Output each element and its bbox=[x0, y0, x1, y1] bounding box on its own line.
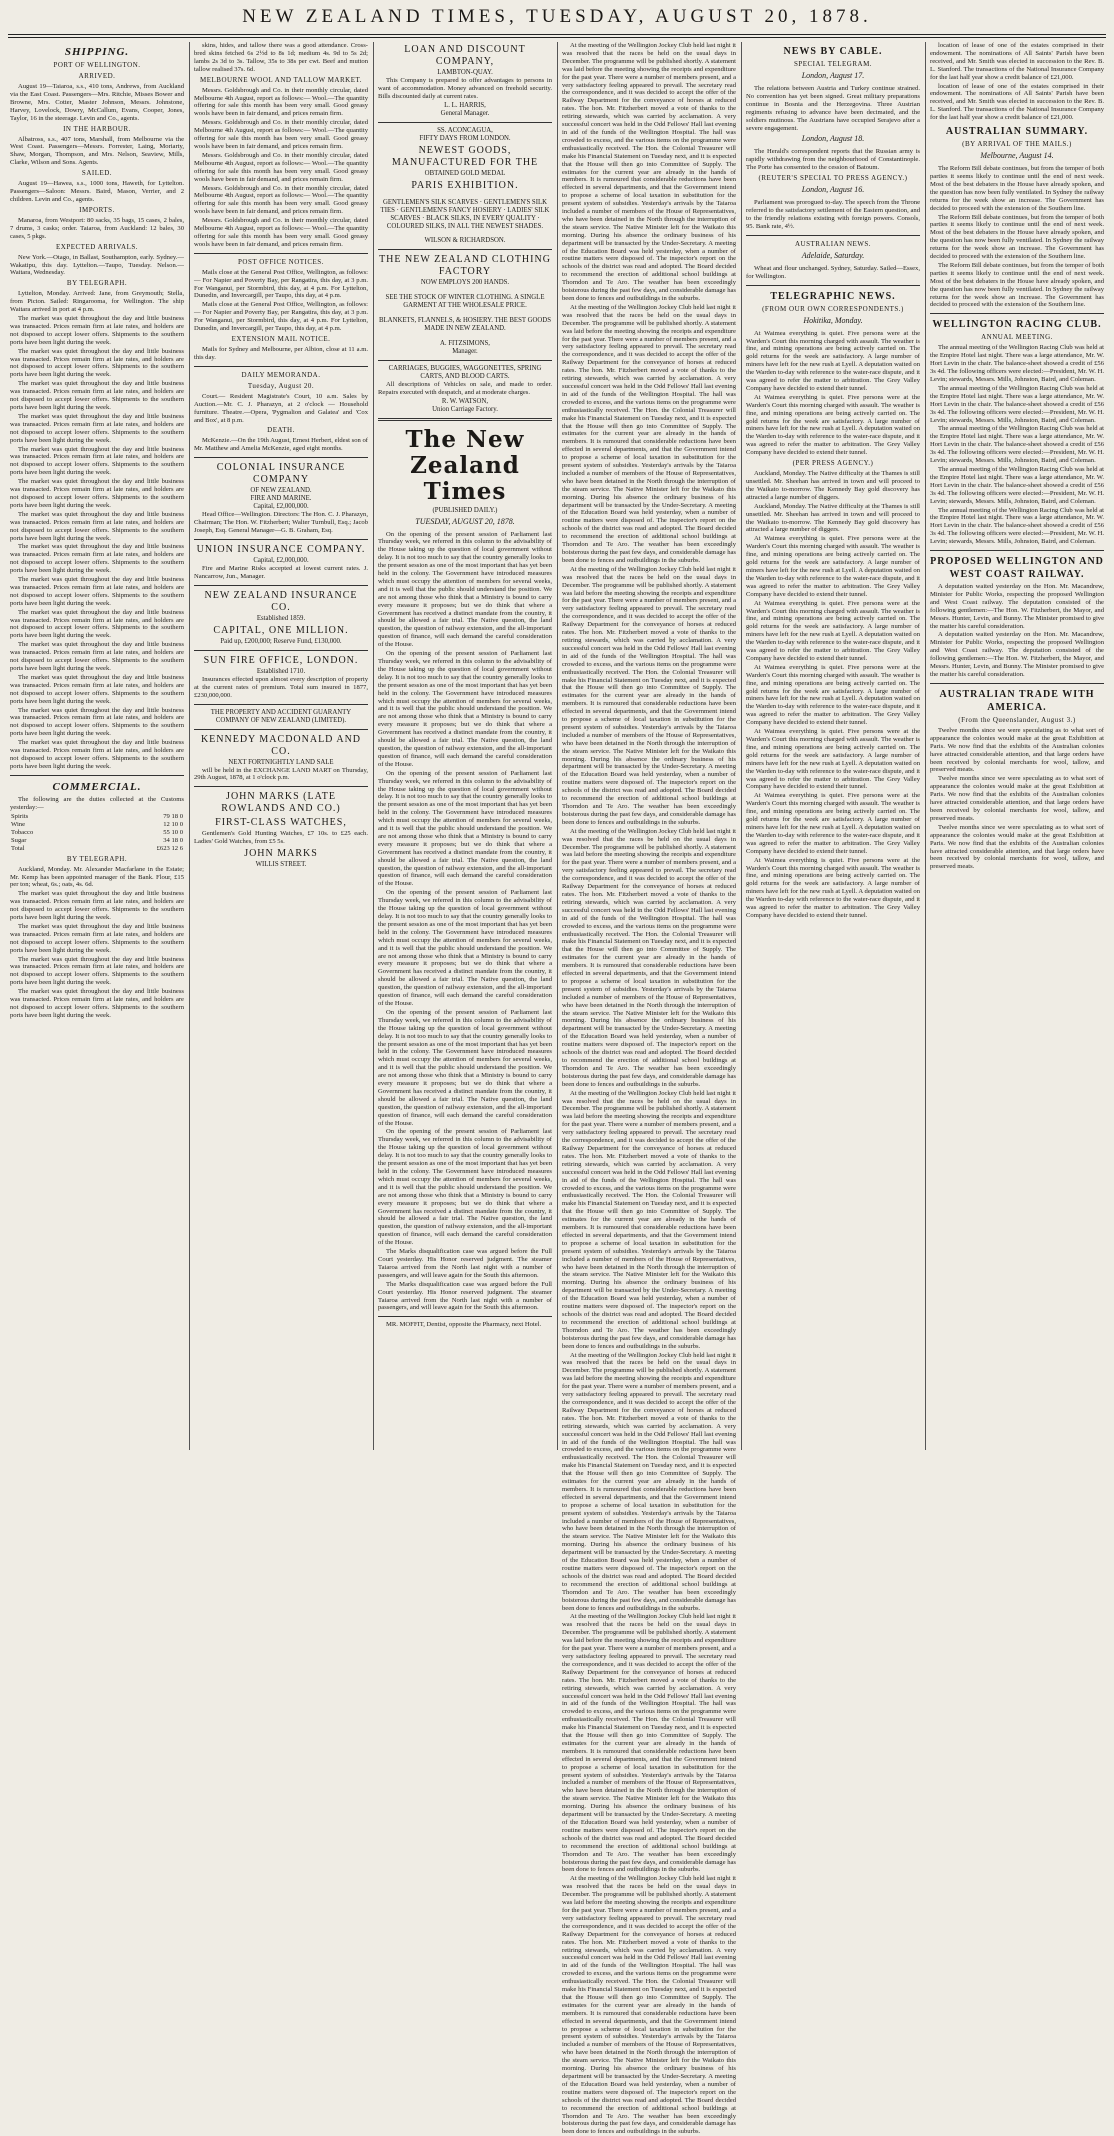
divider bbox=[930, 313, 1104, 314]
in-harbour-heading: IN THE HARBOUR. bbox=[63, 124, 131, 133]
divider bbox=[746, 285, 920, 286]
divider bbox=[194, 704, 368, 705]
local-news-text: At the meeting of the Wellington Jockey Club held last night it was resolved that the races be held on the usual days in December. The programme will be published shortly. A statement was laid before the meeting showing the receipts and expenditure for the past year. There were a number of members present, and a very satisfactory feeling appeared to prevail. The secretary read the correspondence, and it was decided to accept the offer of the Railway Department for the conveyance of horses at reduced rates. The hon. Mr. Fitzherbert moved a vote of thanks to the retiring stewards, which was carried by acclamation. A very successful concert was held in the Odd Fellows' Hall last evening in aid of the funds of the Wellington Hospital. The hall was crowded to excess, and the various items on the programme were enthusiastically received. The Hon. the Colonial Treasurer will make his Financial Statement on Tuesday next, and it is expected that the House will then go into Committee of Supply. The estimates for the current year are already in the hands of members. It is rumoured that considerable reductions have been effected in several departments, and that the Government intend to propose a scheme of local taxation in substitution for the present system of subsidies. Yesterday's arrivals by the Taiaroa included a number of members of the House of Representatives, who have been detained in the North through the interruption of the steam service. The Native Minister left for the Waikato this morning. During his absence the ordinary business of his department will be transacted by the Under-Secretary. A meeting of the Education Board was held yesterday, when a number of routine matters were disposed of. The inspector's report on the schools of the district was read and adopted. The Board decided to recommend the erection of additional school buildings at Thorndon and Te Aro. The weather has been exceedingly boisterous during the past few days, and considerable damage has been done to fences and outbuildings in the suburbs. bbox=[562, 303, 736, 564]
column-divider bbox=[557, 42, 558, 1450]
land-sale-firm: KENNEDY MACDONALD AND CO. bbox=[200, 733, 362, 757]
divider bbox=[746, 235, 920, 236]
union-insurance-text: Fire and Marine Risks accepted at lowest current rates. J. Nancarrow, Jun., Manager. bbox=[194, 564, 368, 580]
cable-dateline: London, August 16. bbox=[801, 185, 865, 195]
clothing-sub: NOW EMPLOYS 200 HANDS. bbox=[420, 279, 510, 287]
column-summary bbox=[930, 42, 1104, 1450]
duty-amount: 55 10 0 bbox=[163, 828, 183, 836]
port-label: PORT OF WELLINGTON. bbox=[53, 61, 141, 69]
racing-club-text: The annual meeting of the Wellington Racing Club was held at the Empire Hotel last night. There was a large attendance, Mr. W. Hort Levin in the chair. The balance-sheet showed a credit of £56 3s 4d. The following officers were elected:—President, Mr. W. H. Levin; stewards, Messrs. Mills, Johnston, Baird, and Coleman. bbox=[930, 506, 1104, 546]
divider bbox=[378, 1316, 552, 1317]
divider bbox=[194, 585, 368, 586]
filler-text: The market was quiet throughout the day and little business was transacted. Prices remain firm at late rates, and holders are not disposed to accept lower offers. Shipments to the southern ports have been light during the week. bbox=[10, 315, 184, 346]
nz-insurance-paid: Paid up, £200,000; Reserve Fund, £130,000. bbox=[220, 637, 342, 645]
marks-title: JOHN MARKS (LATE ROWLANDS AND CO.) bbox=[221, 791, 341, 815]
union-insurance-title: UNION INSURANCE COMPANY. bbox=[196, 543, 366, 555]
loan-company-address: LAMBTON-QUAY. bbox=[437, 69, 493, 76]
loan-company-signatory: L. L. HARRIS, bbox=[444, 101, 486, 109]
trade-source: (From the Queenslander, August 3.) bbox=[958, 715, 1076, 724]
filler-text: The market was quiet throughout the day and little business was transacted. Prices remain firm at late rates, and holders are not disposed to accept lower offers. Shipments to the southern ports have been light during the week. bbox=[10, 608, 184, 640]
australian-news-dateline: Adelaide, Saturday. bbox=[801, 250, 865, 260]
land-sale-text: will be held in the EXCHANGE LAND MART on Thursday, 29th August, 1878, at 1 o'clock p.m. bbox=[194, 766, 368, 782]
filler-text: The market was quiet throughout the day and little business was transacted. Prices remain firm at late rates, and holders are not disposed to accept lower offers. Shipments to the southern ports have been light during the week. bbox=[10, 739, 184, 770]
telegraph-text: Lyttelton, Monday. Arrived: Jane, from Greymouth; Stella, from Picton. Sailed: Ringarooma, for Wellington. The ship Waitara arrived in port at 4 p.m. bbox=[10, 290, 184, 314]
divider bbox=[930, 683, 1104, 684]
market-text: skins, hides, and tallow there was a good attendance. Cross-bred skins fetched 6s 2½d to 8s 1d; medium 4s. 9d to 5s 2d; lambs 2s 3d to 3s. Tallow, 35s to 38s per cwt. Beef and mutton tallow realised 37s. 6d. bbox=[194, 42, 368, 73]
duty-amount: 79 18 0 bbox=[163, 812, 183, 820]
extension-mail-heading: EXTENSION MAIL NOTICE. bbox=[231, 335, 331, 343]
telegraph-commercial-heading: BY TELEGRAPH. bbox=[66, 854, 128, 863]
sailed-text: August 19—Hawea, s.s., 1000 tons, Haweth, for Lyttelton. Passengers—Saloon: Messrs. Baird, Mason, Verrier, and 2 children. Levin and Co., agents. bbox=[10, 180, 184, 203]
divider bbox=[194, 786, 368, 787]
railway-text: A deputation waited yesterday on the Hon. Mr. Macandrew, Minister for Public Works, respecting the proposed Wellington and West Coast railway. The deputation consisted of the following gentlemen:—The Hon. W. Fitzherbert, the Mayor, and Messrs. Hunter, Levin, and Bunny. The Minister promised to give the matter his careful consideration. bbox=[930, 583, 1104, 630]
racing-club-heading: WELLINGTON RACING CLUB. bbox=[932, 319, 1102, 331]
filler-text: The market was quiet throughout the day and little business was transacted. Prices remain firm at late rates, and holders are not disposed to accept lower offers. Shipments to the southern ports have been light during the week. bbox=[10, 576, 184, 607]
editorial-text: On the opening of the present session of Parliament last Thursday week, we referred in this column to the advisability of the House taking up the question of local government without delay. It is not too much to say that the country generally looks to the present session as one of the most important that has yet been held in the colony. The Government have introduced measures which must occupy the attention of members for several weeks, and it is well that the public should understand the position. We are not among those who think that a Ministry is bound to carry every measure it proposes; but we do think that where a Government has received a distinct mandate from the country, it should be allowed a fair trial. The Native question, the land question, the question of railway extension, and the all-important question of finance, will each demand the careful consideration of the House. bbox=[378, 1008, 552, 1127]
column-shipping bbox=[10, 42, 184, 1450]
trade-text: Twelve months since we were speculating as to what sort of appearance the colonies would make at the great Exhibition at Paris. We now find that the exhibits of the Australian colonies have attracted considerable attention, and that large orders have been received by colonial merchants for wool, tallow, and preserved meats. bbox=[930, 726, 1104, 774]
cable-dateline: London, August 17. bbox=[801, 71, 865, 80]
telegraphic-text: At Waimea everything is quiet. Five persons were at the Warden's Court this morning charged with assault. The weather is fine, and mining operations are being actively carried on. The gold returns for the week are satisfactory. A large number of miners have left for the new rush at Lyell. A deputation waited on the Warden to-day with reference to the water-race dispute, and it was agreed to refer the matter to arbitration. The Grey Valley Company have decided to extend their tunnel. bbox=[746, 663, 920, 727]
carriage-role: Union Carriage Factory. bbox=[432, 405, 498, 413]
filler-text: The market was quiet throughout the day and little business was transacted. Prices remain firm at late rates, and holders are not disposed to accept lower offers. Shipments to the southern ports have been light during the week. bbox=[10, 347, 184, 379]
telegraphic-text: At Waimea everything is quiet. Five persons were at the Warden's Court this morning charged with assault. The weather is fine, and mining operations are being actively carried on. The gold returns for the week are satisfactory. A large number of miners have left for the new rush at Lyell. A deputation waited on the Warden to-day with reference to the water-race dispute, and it was agreed to refer the matter to arbitration. The Grey Valley Company have decided to extend their tunnel. bbox=[746, 329, 920, 392]
telegraphic-text: At Waimea everything is quiet. Five persons were at the Warden's Court this morning charged with assault. The weather is fine, and mining operations are being actively carried on. The gold returns for the week are satisfactory. A large number of miners have left for the new rush at Lyell. A deputation waited on the Warden to-day with reference to the water-race dispute, and it was agreed to refer the matter to arbitration. The Grey Valley Company have decided to extend their tunnel. bbox=[746, 393, 920, 457]
goods-firm: WILSON & RICHARDSON. bbox=[424, 237, 506, 245]
local-news-text: At the meeting of the Wellington Jockey Club held last night it was resolved that the races be held on the usual days in December. The programme will be published shortly. A statement was laid before the meeting showing the receipts and expenditure for the past year. There were a number of members present, and a very satisfactory feeling appeared to prevail. The secretary read the correspondence, and it was decided to accept the offer of the Railway Department for the conveyance of horses at reduced rates. The hon. Mr. Fitzherbert moved a vote of thanks to the retiring stewards, which was carried by acclamation. A very successful concert was held in the Odd Fellows' Hall last evening in aid of the funds of the Wellington Hospital. The hall was crowded to excess, and the various items on the programme were enthusiastically received. The Hon. the Colonial Treasurer will make his Financial Statement on Tuesday next, and it is expected that the House will then go into Committee of Supply. The estimates for the current year are already in the hands of members. It is rumoured that considerable reductions have been effected in several departments, and that the Government intend to propose a scheme of local taxation in substitution for the present system of subsidies. Yesterday's arrivals by the Taiaroa included a number of members of the House of Representatives, who have been detained in the North through the interruption of the steam service. The Native Minister left for the Waikato this morning. During his absence the ordinary business of his department will be transacted by the Under-Secretary. A meeting of the Education Board was held yesterday, when a number of routine matters were disposed of. The inspector's report on the schools of the district was read and adopted. The Board decided to recommend the erection of additional school buildings at Thorndon and Te Aro. The weather has been exceedingly boisterous during the past few days, and considerable damage has been done to fences and outbuildings in the suburbs. bbox=[562, 42, 736, 302]
editorial-date: TUESDAY, AUGUST 20, 1878. bbox=[415, 516, 515, 526]
in-harbour-text: Albatross, s.s., 407 tons, Marshall, from Melbourne via the West Coast. Passengers—Messrs. Forrester, Laing, Moriarty, Shaw, Morgan, Thompson, and Mrs. Nelson, Seaview, Mills, Clarke, Wilson and Sons. Agents. bbox=[10, 135, 184, 167]
duty-item: Sugar bbox=[11, 836, 27, 844]
railway-heading: PROPOSED WELLINGTON AND WEST COAST RAILWAY. bbox=[930, 556, 1104, 581]
australian-summary-text: The Reform Bill debate continues, but from the temper of both parties it seems likely to continue until the end of next week. Most of the best debaters in the House have already spoken, and the question has now been fully ventilated. In Sydney the railway returns for the week show an increase. The Government has decided to proceed with the extension of the Southern line. bbox=[930, 213, 1104, 261]
divider bbox=[194, 253, 368, 254]
racing-club-text: The annual meeting of the Wellington Racing Club was held at the Empire Hotel last night. There was a large attendance, Mr. W. Hort Levin in the chair. The balance-sheet showed a credit of £56 3s 4d. The following officers were elected:—President, Mr. W. H. Levin; stewards, Messrs. Mills, Johnston, Baird, and Coleman. bbox=[930, 465, 1104, 505]
railway-text: A deputation waited yesterday on the Hon. Mr. Macandrew, Minister for Public Works, respecting the proposed Wellington and West Coast railway. The deputation consisted of the following gentlemen:—The Hon. W. Fitzherbert, the Mayor, and Messrs. Hunter, Levin, and Bunny. The Minister promised to give the matter his careful consideration. bbox=[930, 631, 1104, 678]
duties-row bbox=[10, 837, 184, 845]
death-text: McKenzie.—On the 19th August, Ernest Herbert, eldest son of Mr. Matthew and Amelia McKenzie, aged eight months. bbox=[194, 437, 368, 453]
racing-club-text: The annual meeting of the Wellington Racing Club was held at the Empire Hotel last night. There was a large attendance, Mr. W. Hort Levin in the chair. The balance-sheet showed a credit of £56 3s 4d. The following officers were elected:—President, Mr. W. H. Levin; stewards, Messrs. Mills, Johnston, Baird, and Coleman. bbox=[930, 384, 1104, 424]
cable-text: Parliament was prorogued to-day. The speech from the Throne referred to the satisfactory settlement of the Eastern question, and to the friendly relations existing with foreign powers. Consols, 95. Bank rate, 4½. bbox=[746, 199, 920, 230]
duties-row bbox=[10, 821, 184, 829]
editorial-text: On the opening of the present session of Parliament last Thursday week, we referred in this column to the advisability of the House taking up the question of local government without delay. It is not too much to say that the country generally looks to the present session as one of the most important that has yet been held in the colony. The Government have introduced measures which must occupy the attention of members for several weeks, and it is well that the public should understand the position. We are not among those who think that a Ministry is bound to carry every measure it proposes; but we do think that where a Government has received a distinct mandate from the country, it should be allowed a fair trial. The Native question, the land question, the question of railway extension, and the all-important question of finance, will each demand the careful consideration of the House. bbox=[378, 1128, 552, 1247]
column-cable-news bbox=[746, 42, 920, 1450]
masthead: NEW ZEALAND TIMES, TUESDAY, AUGUST 20, 1878. bbox=[242, 6, 872, 27]
press-agency-heading: (PER PRESS AGENCY.) bbox=[792, 459, 874, 468]
clothing-text: SEE THE STOCK OF WINTER CLOTHING. A SINGLE GARMENT AT THE WHOLESALE PRICE. bbox=[385, 294, 545, 310]
wool-text: Messrs. Goldsbrough and Co. in their monthly circular, dated Melbourne 4th August, report as follows:— Wool.—The quantity offering for sale this month has been very small. Good greasy wools have been in fair demand, and prices remain firm. bbox=[194, 217, 368, 248]
union-insurance-sub: Capital, £2,000,000. bbox=[253, 556, 309, 564]
divider bbox=[194, 650, 368, 651]
sun-fire-text: Insurances effected upon almost every description of property at the current rates of premium. Total sum insured in 1877, £230,000,000. bbox=[194, 675, 368, 699]
telegraphic-text: At Waimea everything is quiet. Five persons were at the Warden's Court this morning charged with assault. The weather is fine, and mining operations are being actively carried on. The gold returns for the week are satisfactory. A large number of miners have left for the new rush at Lyell. A deputation waited on the Warden to-day with reference to the water-race dispute, and it was agreed to refer the matter to arbitration. The Grey Valley Company have decided to extend their tunnel. bbox=[746, 535, 920, 598]
sailed-heading: SAILED. bbox=[81, 169, 113, 178]
filler-text: The market was quiet throughout the day and little business was transacted. Prices remain firm at late rates, and holders are not disposed to accept lower offers. Shipments to the southern ports have been light during the week. bbox=[10, 543, 184, 575]
loan-company-role: General Manager. bbox=[440, 109, 490, 117]
clothing-role: Manager. bbox=[452, 347, 478, 355]
duties-row bbox=[10, 813, 184, 821]
colonial-insurance-title: COLONIAL INSURANCE COMPANY bbox=[216, 462, 346, 486]
column-markets-notices bbox=[194, 42, 368, 1450]
trade-text: Twelve months since we were speculating as to what sort of appearance the colonies would make at the great Exhibition at Paris. We now find that the exhibits of the Australian colonies have attracted considerable attention, and that large orders have been received by colonial merchants for wool, tallow, and preserved meats. bbox=[930, 823, 1104, 871]
loan-company-title: LOAN AND DISCOUNT COMPANY, bbox=[404, 44, 526, 67]
expected-text: New York.—Otago, in Ballast, Southampton, early. Sydney.—Wakatipu, this day. Lyttelton.—Taupo, Tuesday. Nelson.—Waitara, Wednesday. bbox=[10, 253, 184, 277]
australian-summary-text: The Reform Bill debate continues, but from the temper of both parties it seems likely to continue until the end of next week. Most of the best debaters in the House have already spoken, and the question has now been fully ventilated. In Sydney the railway returns for the week show an increase. The Government has decided to proceed with the extension of the Southern line. bbox=[930, 165, 1104, 212]
colonial-insurance-fire: FIRE AND MARINE. bbox=[250, 495, 312, 503]
filler-text: The market was quiet throughout the day and little business was transacted. Prices remain firm at late rates, and holders are not disposed to accept lower offers. Shipments to the southern ports have been light during the week. bbox=[10, 988, 184, 1019]
arrived-text: August 19—Taiaroa, s.s., 410 tons, Andrews, from Auckland via the East Coast. Passengers—Mrs. Ritchie, Misses Bower and Browne, Mrs. Cotter, Master Johnson, Messrs. Johnstone, Harvey, Lovelock, Dowry, McCallum, Evans, Cooper, Jones, Taylor, 16 in the steerage. Levin and Co., agents. bbox=[10, 83, 184, 122]
sun-fire-title: SUN FIRE OFFICE, LONDON. bbox=[203, 654, 359, 666]
memos-text: The Marks disqualification case was argued before the Full Court yesterday. His Honor reserved judgment. The steamer Taiaroa arrived from the North last night with a number of passengers, and will leave again for the South this afternoon. bbox=[378, 1248, 552, 1279]
memoranda-date: Tuesday, August 20. bbox=[247, 381, 315, 390]
commercial-intro: The following are the duties collected at the Customs yesterday:— bbox=[10, 795, 184, 811]
duty-item: Total bbox=[11, 844, 25, 852]
cable-news-heading: NEWS BY CABLE. bbox=[783, 46, 883, 57]
carriage-signatory: R. W. WATSON, bbox=[441, 397, 489, 405]
guaranty-title: THE PROPERTY AND ACCIDENT GUARANTY COMPANY OF NEW ZEALAND (LIMITED). bbox=[210, 708, 352, 724]
goods-exhibition: PARIS EXHIBITION. bbox=[411, 179, 519, 191]
duty-item: Tobacco bbox=[11, 828, 34, 836]
wool-heading: MELBOURNE WOOL AND TALLOW MARKET. bbox=[200, 75, 362, 84]
duty-amount: 12 10 0 bbox=[163, 820, 183, 828]
nz-insurance-title: NEW ZEALAND INSURANCE CO. bbox=[204, 589, 358, 613]
carriage-heading: CARRIAGES, BUGGIES, WAGGONETTES, SPRING CARTS, AND BLOOD CARTS. bbox=[388, 364, 542, 380]
column-divider bbox=[373, 42, 374, 1450]
racing-club-text: The annual meeting of the Wellington Racing Club was held at the Empire Hotel last night. There was a large attendance, Mr. W. Hort Levin in the chair. The balance-sheet showed a credit of £56 3s 4d. The following officers were elected:—President, Mr. W. H. Levin; stewards, Messrs. Mills, Johnston, Baird, and Coleman. bbox=[930, 425, 1104, 465]
wool-text: Messrs. Goldsbrough and Co. in their monthly circular, dated Melbourne 4th August, report as follows:— Wool.—The quantity offering for sale this month has been very small. Good greasy wools have been in fair demand, and prices remain firm. bbox=[194, 119, 368, 150]
duty-item: Spirits bbox=[11, 812, 29, 820]
local-news-text: At the meeting of the Wellington Jockey Club held last night it was resolved that the races be held on the usual days in December. The programme will be published shortly. A statement was laid before the meeting showing the receipts and expenditure for the past year. There were a number of members present, and a very satisfactory feeling appeared to prevail. The secretary read the correspondence, and it was decided to accept the offer of the Railway Department for the conveyance of horses at reduced rates. The hon. Mr. Fitzherbert moved a vote of thanks to the retiring stewards, which was carried by acclamation. A very successful concert was held in the Odd Fellows' Hall last evening in aid of the funds of the Wellington Hospital. The hall was crowded to excess, and the various items on the programme were enthusiastically received. The Hon. the Colonial Treasurer will make his Financial Statement on Tuesday next, and it is expected that the House will then go into Committee of Supply. The estimates for the current year are already in the hands of members. It is rumoured that considerable reductions have been effected in several departments, and that the Government intend to propose a scheme of local taxation in substitution for the present system of subsidies. Yesterday's arrivals by the Taiaroa included a number of members of the House of Representatives, who have been detained in the North through the interruption of the steam service. The Native Minister left for the Waikato this morning. During his absence the ordinary business of his department will be transacted by the Under-Secretary. A meeting of the Education Board was held yesterday, when a number of routine matters were disposed of. The inspector's report on the schools of the district was read and adopted. The Board decided to recommend the erection of additional school buildings at Thorndon and Te Aro. The weather has been exceedingly boisterous during the past few days, and considerable damage has been done to fences and outbuildings in the suburbs. bbox=[562, 827, 736, 1088]
telegraphic-news-sub: (FROM OUR OWN CORRESPONDENTS.) bbox=[762, 304, 904, 313]
divider bbox=[378, 249, 552, 250]
local-news-text: At the meeting of the Wellington Jockey Club held last night it was resolved that the races be held on the usual days in December. The programme will be published shortly. A statement was laid before the meeting showing the receipts and expenditure for the past year. There were a number of members present, and a very satisfactory feeling appeared to prevail. The secretary read the correspondence, and it was decided to accept the offer of the Railway Department for the conveyance of horses at reduced rates. The hon. Mr. Fitzherbert moved a vote of thanks to the retiring stewards, which was carried by acclamation. A very successful concert was held in the Odd Fellows' Hall last evening in aid of the funds of the Wellington Hospital. The hall was crowded to excess, and the various items on the programme were enthusiastically received. The Hon. the Colonial Treasurer will make his Financial Statement on Tuesday next, and it is expected that the House will then go into Committee of Supply. The estimates for the current year are already in the hands of members. It is rumoured that considerable reductions have been effected in several departments, and that the Government intend to propose a scheme of local taxation in substitution for the present system of subsidies. Yesterday's arrivals by the Taiaroa included a number of members of the House of Representatives, who have been detained in the North through the interruption of the steam service. The Native Minister left for the Waikato this morning. During his absence the ordinary business of his department will be transacted by the Under-Secretary. A meeting of the Education Board was held yesterday, when a number of routine matters were disposed of. The inspector's report on the schools of the district was read and adopted. The Board decided to recommend the erection of additional school buildings at Thorndon and Te Aro. The weather has been exceedingly boisterous during the past few days, and considerable damage has been done to fences and outbuildings in the suburbs. bbox=[562, 1613, 736, 1874]
duties-row bbox=[10, 845, 184, 853]
filler-text: The market was quiet throughout the day and little business was transacted. Prices remain firm at late rates, and holders are not disposed to accept lower offers. Shipments to the southern ports have been light during the week. bbox=[10, 673, 184, 705]
trade-text: Twelve months since we were speculating as to what sort of appearance the colonies would make at the great Exhibition at Paris. We now find that the exhibits of the Australian colonies have attracted considerable attention, and that large orders have been received by colonial merchants for wool, tallow, and preserved meats. bbox=[930, 775, 1104, 822]
column-ads-editorial bbox=[378, 42, 552, 1450]
racing-club-sub: ANNUAL MEETING. bbox=[981, 333, 1053, 342]
local-news-text: At the meeting of the Wellington Jockey Club held last night it was resolved that the races be held on the usual days in December. The programme will be published shortly. A statement was laid before the meeting showing the receipts and expenditure for the past year. There were a number of members present, and a very satisfactory feeling appeared to prevail. The secretary read the correspondence, and it was decided to accept the offer of the Railway Department for the conveyance of horses at reduced rates. The hon. Mr. Fitzherbert moved a vote of thanks to the retiring stewards, which was carried by acclamation. A very successful concert was held in the Odd Fellows' Hall last evening in aid of the funds of the Wellington Hospital. The hall was crowded to excess, and the various items on the programme were enthusiastically received. The Hon. the Colonial Treasurer will make his Financial Statement on Tuesday next, and it is expected that the House will then go into Committee of Supply. The estimates for the current year are already in the hands of members. It is rumoured that considerable reductions have been effected in several departments, and that the Government intend to propose a scheme of local taxation in substitution for the present system of subsidies. Yesterday's arrivals by the Taiaroa included a number of members of the House of Representatives, who have been detained in the North through the interruption of the steam service. The Native Minister left for the Waikato this morning. During his absence the ordinary business of his department will be transacted by the Under-Secretary. A meeting of the Education Board was held yesterday, when a number of routine matters were disposed of. The inspector's report on the schools of the district was read and adopted. The Board decided to recommend the erection of additional school buildings at Thorndon and Te Aro. The weather has been exceedingly boisterous during the past few days, and considerable damage has been done to fences and outbuildings in the suburbs. bbox=[562, 1351, 736, 1612]
divider bbox=[194, 366, 368, 367]
nz-insurance-established: Established 1859. bbox=[256, 614, 306, 622]
goods-sub: OBTAINED GOLD MEDAL bbox=[424, 169, 506, 177]
nz-insurance-capital: CAPITAL, ONE MILLION. bbox=[213, 624, 349, 636]
filler-text: The market was quiet throughout the day and little business was transacted. Prices remain firm at late rates, and holders are not disposed to accept lower offers. Shipments to the southern ports have been light during the week. bbox=[10, 510, 184, 542]
clothing-signatory: A. FITZSIMONS, bbox=[439, 339, 491, 347]
wool-text: Messrs. Goldsbrough and Co. in their monthly circular, dated Melbourne 4th August, report as follows:— Wool.—The quantity offering for sale this month has been very small. Good greasy wools have been in fair demand, and prices remain firm. bbox=[194, 86, 368, 118]
marks-name: JOHN MARKS bbox=[244, 848, 318, 860]
section-heading-shipping: SHIPPING. bbox=[64, 46, 130, 58]
loan-company-text: This Company is prepared to offer advantages to persons in want of accommodation. Money advanced on freehold security. Bills discounted daily at current rates. bbox=[378, 77, 552, 100]
dentist-notice: MR. MOFFIT, Dentist, opposite the Pharmacy, next Hotel. bbox=[386, 1321, 542, 1329]
newspaper-title: The New Zealand Times bbox=[405, 425, 525, 505]
divider bbox=[194, 539, 368, 540]
clothing-heading: THE NEW ZEALAND CLOTHING FACTORY bbox=[379, 254, 551, 278]
divider bbox=[378, 122, 552, 123]
local-news-text: At the meeting of the Wellington Jockey Club held last night it was resolved that the races be held on the usual days in December. The programme will be published shortly. A statement was laid before the meeting showing the receipts and expenditure for the past year. There were a number of members present, and a very satisfactory feeling appeared to prevail. The secretary read the correspondence, and it was decided to accept the offer of the Railway Department for the conveyance of horses at reduced rates. The hon. Mr. Fitzherbert moved a vote of thanks to the retiring stewards, which was carried by acclamation. A very successful concert was held in the Odd Fellows' Hall last evening in aid of the funds of the Wellington Hospital. The hall was crowded to excess, and the various items on the programme were enthusiastically received. The Hon. the Colonial Treasurer will make his Financial Statement on Tuesday next, and it is expected that the House will then go into Committee of Supply. The estimates for the current year are already in the hands of members. It is rumoured that considerable reductions have been effected in several departments, and that the Government intend to propose a scheme of local taxation in substitution for the present system of subsidies. Yesterday's arrivals by the Taiaroa included a number of members of the House of Representatives, who have been detained in the North through the interruption of the steam service. The Native Minister left for the Waikato this morning. During his absence the ordinary business of his department will be transacted by the Under-Secretary. A meeting of the Education Board was held yesterday, when a number of routine matters were disposed of. The inspector's report on the schools of the district was read and adopted. The Board decided to recommend the erection of additional school buildings at Thorndon and Te Aro. The weather has been exceedingly boisterous during the past few days, and considerable damage has been done to fences and outbuildings in the suburbs. bbox=[562, 1089, 736, 1350]
australian-news-heading: AUSTRALIAN NEWS. bbox=[794, 239, 872, 248]
death-heading: DEATH. bbox=[267, 426, 295, 435]
ship-name: SS. ACONCAGUA, bbox=[437, 126, 493, 134]
carriage-text: All descriptions of Vehicles on sale, and made to order. Repairs executed with despatch, and at moderate charges. bbox=[378, 380, 552, 396]
duty-amount: 34 18 0 bbox=[163, 836, 183, 844]
marks-sub: FIRST-CLASS WATCHES, bbox=[215, 817, 347, 829]
column-divider bbox=[189, 42, 190, 1450]
marks-address: WILLIS STREET. bbox=[255, 861, 307, 869]
cable-text: The Herald's correspondent reports that the Russian army is rapidly withdrawing from the neighbourhood of Constantinople. The Porte has consented to the cession of Batoum. bbox=[746, 148, 920, 172]
duty-amount: £623 12 6 bbox=[156, 844, 183, 852]
expected-heading: EXPECTED ARRIVALS. bbox=[56, 242, 138, 251]
press-agency-text: Auckland, Monday. The Native difficulty at the Thames is still unsettled. Mr. Sheehan has arrived in town and will proceed to the Waikato to-morrow. The Kennedy Bay gold discovery has attracted a large number of diggers. bbox=[746, 502, 920, 534]
racing-club-text: The annual meeting of the Wellington Racing Club was held at the Empire Hotel last night. There was a large attendance, Mr. W. Hort Levin in the chair. The balance-sheet showed a credit of £56 3s 4d. The following officers were elected:—President, Mr. W. H. Levin; stewards, Messrs. Mills, Johnston, Baird, and Coleman. bbox=[930, 344, 1104, 383]
telegraphic-text: At Waimea everything is quiet. Five persons were at the Warden's Court this morning charged with assault. The weather is fine, and mining operations are being actively carried on. The gold returns for the week are satisfactory. A large number of miners have left for the new rush at Lyell. A deputation waited on the Warden to-day with reference to the water-race dispute, and it was agreed to refer the matter to arbitration. The Grey Valley Company have decided to extend their tunnel. bbox=[746, 792, 920, 855]
memos-text: The Marks disqualification case was argued before the Full Court yesterday. His Honor reserved judgment. The steamer Taiaroa arrived from the North last night with a number of passengers, and will leave again for the South this afternoon. bbox=[378, 1280, 552, 1312]
filler-text: The market was quiet throughout the day and little business was transacted. Prices remain firm at late rates, and holders are not disposed to accept lower offers. Shipments to the southern ports have been light during the week. bbox=[10, 380, 184, 411]
extension-mail-text: Mails for Sydney and Melbourne, per Albion, close at 11 a.m. this day. bbox=[194, 346, 368, 361]
telegraphic-news-heading: TELEGRAPHIC NEWS. bbox=[770, 290, 896, 302]
australian-summary-sub: (BY ARRIVAL OF THE MAILS.) bbox=[962, 140, 1072, 149]
masthead-rule bbox=[8, 34, 1106, 35]
divider bbox=[930, 550, 1104, 551]
newspaper-subtitle: (PUBLISHED DAILY.) bbox=[432, 506, 498, 514]
australian-summary-dateline: Melbourne, August 14. bbox=[980, 151, 1054, 161]
divider bbox=[378, 360, 552, 361]
telegraphic-dateline: Hokitika, Monday. bbox=[803, 315, 863, 325]
editorial-text: On the opening of the present session of Parliament last Thursday week, we referred in this column to the advisability of the House taking up the question of local government without delay. It is not too much to say that the country generally looks to the present session as one of the most important that has yet been held in the colony. The Government have introduced measures which must occupy the attention of members for several weeks, and it is well that the public should understand the position. We are not among those who think that a Ministry is bound to carry every measure it proposes; but we do think that where a Government has received a distinct mandate from the country, it should be allowed a fair trial. The Native question, the land question, the question of railway extension, and the all-important question of finance, will each demand the careful consideration of the House. bbox=[378, 530, 552, 649]
australian-summary-heading: AUSTRALIAN SUMMARY. bbox=[945, 126, 1089, 138]
summary-text: location of lease of one of the estates comprised in their endowment. The nominations of All Saints' Parish have been received, and Mr. Smith was elected in succession to the Rev. B. L. Stanford. The transactions of the National Insurance Company for the last half year show a credit balance of £21,000. bbox=[930, 82, 1104, 122]
sun-fire-established: Established 1710. bbox=[256, 667, 306, 675]
filler-text: The market was quiet throughout the day and little business was transacted. Prices remain firm at late rates, and holders are not disposed to accept lower offers. Shipments to the southern ports have been light during the week. bbox=[10, 445, 184, 477]
summary-text: location of lease of one of the estates comprised in their endowment. The nominations of All Saints' Parish have been received, and Mr. Smith was elected in succession to the Rev. B. L. Stanford. The transactions of the National Insurance Company for the last half year show a credit balance of £21,000. bbox=[930, 42, 1104, 81]
colonial-insurance-capital: Capital, £2,000,000. bbox=[253, 503, 309, 511]
divider bbox=[194, 729, 368, 730]
post-heading: POST OFFICE NOTICES. bbox=[238, 257, 324, 266]
marks-text: Gentlemen's Gold Hunting Watches, £7 10s. to £25 each. Ladies' Gold Watches, from £5 5s. bbox=[194, 830, 368, 846]
duties-row bbox=[10, 829, 184, 837]
editorial-text: On the opening of the present session of Parliament last Thursday week, we referred in this column to the advisability of the House taking up the question of local government without delay. It is not too much to say that the country generally looks to the present session as one of the most important that has yet been held in the colony. The Government have introduced measures which must occupy the attention of members for several weeks, and it is well that the public should understand the position. We are not among those who think that a Ministry is bound to carry every measure it proposes; but we do think that where a Government has received a distinct mandate from the country, it should be allowed a fair trial. The Native question, the land question, the question of railway extension, and the all-important question of finance, will each demand the careful consideration of the House. bbox=[378, 650, 552, 768]
post-text: Mails close at the General Post Office, Wellington, as follows:— For Napier and Poverty Bay, per Rangatira, this day, at 3 p.m. For Wanganui, per Stormbird, this day, at 4 p.m. For Lyttelton, Dunedin, and Invercargill, per Taupo, this day, at 4 p.m. bbox=[194, 301, 368, 333]
imports-text: Manaroa, from Westport: 80 sacks, 35 bags, 15 cases, 2 bales, 7 drums, 3 casks; order. Taiaroa, from Auckland: 12 bales, 30 cases, 5 pkgs. bbox=[10, 216, 184, 240]
filler-text: The market was quiet throughout the day and little business was transacted. Prices remain firm at late rates, and holders are not disposed to accept lower offers. Shipments to the southern ports have been light during the week. bbox=[10, 706, 184, 738]
press-agency-text: Auckland, Monday. The Native difficulty at the Thames is still unsettled. Mr. Sheehan has arrived in town and will proceed to the Waikato to-morrow. The Kennedy Bay gold discovery has attracted a large number of diggers. bbox=[746, 470, 920, 501]
special-telegram-label: SPECIAL TELEGRAM. bbox=[793, 60, 873, 68]
column-divider bbox=[925, 42, 926, 1450]
filler-text: The market was quiet throughout the day and little business was transacted. Prices remain firm at late rates, and holders are not disposed to accept lower offers. Shipments to the southern ports have been light during the week. bbox=[10, 890, 184, 922]
land-sale-sub: NEXT FORTNIGHTLY LAND SALE bbox=[228, 758, 334, 766]
goods-list: GENTLEMEN'S SILK SCARVES · GENTLEMEN'S SILK TIES · GENTLEMEN'S FANCY HOSIERY · LADIES' SILK SCARVES · BLACK SILKS, IN EVERY QUALITY · COLOURED SILKS, IN ALL THE NEWEST SHADES. bbox=[380, 198, 550, 230]
divider bbox=[378, 418, 552, 421]
cable-dateline: London, August 18. bbox=[801, 134, 865, 144]
wool-text: Messrs. Goldsbrough and Co. in their monthly circular, dated Melbourne 4th August, report as follows:— Wool.—The quantity offering for sale this month has been very small. Good greasy wools have been in fair demand, and prices remain firm. bbox=[194, 184, 368, 216]
goods-heading: NEWEST GOODS, MANUFACTURED FOR THE bbox=[391, 144, 539, 168]
reuter-heading: (REUTER'S SPECIAL TO PRESS AGENCY.) bbox=[758, 174, 908, 183]
editorial-text: On the opening of the present session of Parliament last Thursday week, we referred in this column to the advisability of the House taking up the question of local government without delay. It is not too much to say that the country generally looks to the present session as one of the most important that has yet been held in the colony. The Government have introduced measures which must occupy the attention of members for several weeks, and it is well that the public should understand the position. We are not among those who think that a Ministry is bound to carry every measure it proposes; but we do think that where a Government has received a distinct mandate from the country, it should be allowed a fair trial. The Native question, the land question, the question of railway extension, and the all-important question of finance, will each demand the careful consideration of the House. bbox=[378, 769, 552, 888]
divider bbox=[10, 775, 184, 776]
section-heading-commercial: COMMERCIAL. bbox=[52, 780, 142, 793]
colonial-insurance-sub: OF NEW ZEALAND. bbox=[250, 487, 312, 495]
filler-text: The market was quiet throughout the day and little business was transacted. Prices remain firm at late rates, and holders are not disposed to accept lower offers. Shipments to the southern ports have been light during the week. bbox=[10, 412, 184, 444]
filler-text: The market was quiet throughout the day and little business was transacted. Prices remain firm at late rates, and holders are not disposed to accept lower offers. Shipments to the southern ports have been light during the week. bbox=[10, 955, 184, 987]
filler-text: The market was quiet throughout the day and little business was transacted. Prices remain firm at late rates, and holders are not disposed to accept lower offers. Shipments to the southern ports have been light during the week. bbox=[10, 922, 184, 954]
telegraphic-text: At Waimea everything is quiet. Five persons were at the Warden's Court this morning charged with assault. The weather is fine, and mining operations are being actively carried on. The gold returns for the week are satisfactory. A large number of miners have left for the new rush at Lyell. A deputation waited on the Warden to-day with reference to the water-race dispute, and it was agreed to refer the matter to arbitration. The Grey Valley Company have decided to extend their tunnel. bbox=[746, 856, 920, 919]
telegraph-heading: BY TELEGRAPH. bbox=[66, 279, 128, 288]
arrived-heading: ARRIVED. bbox=[78, 72, 116, 80]
column-local-news bbox=[562, 42, 736, 2136]
duty-item: Wine bbox=[11, 820, 26, 828]
wool-text: Messrs. Goldsbrough and Co. in their monthly circular, dated Melbourne 4th August, report as follows:— Wool.—The quantity offering for sale this month has been very small. Good greasy wools have been in fair demand, and prices remain firm. bbox=[194, 151, 368, 183]
trade-heading: AUSTRALIAN TRADE WITH AMERICA. bbox=[939, 688, 1095, 713]
ship-sub: FIFTY DAYS FROM LONDON. bbox=[419, 134, 511, 142]
telegraphic-text: At Waimea everything is quiet. Five persons were at the Warden's Court this morning charged with assault. The weather is fine, and mining operations are being actively carried on. The gold returns for the week are satisfactory. A large number of miners have left for the new rush at Lyell. A deputation waited on the Warden to-day with reference to the water-race dispute, and it was agreed to refer the matter to arbitration. The Grey Valley Company have decided to extend their tunnel. bbox=[746, 728, 920, 791]
imports-heading: IMPORTS. bbox=[79, 205, 115, 214]
duties-table bbox=[10, 813, 184, 853]
post-text: Mails close at the General Post Office, Wellington, as follows:— For Napier and Poverty Bay, per Rangatira, this day, at 3 p.m. For Wanganui, per Stormbird, this day, at 4 p.m. For Lyttelton, Dunedin, and Invercargill, per Taupo, this day, at 4 p.m. bbox=[194, 268, 368, 300]
memoranda-heading: DAILY MEMORANDA. bbox=[241, 370, 321, 379]
filler-text: The market was quiet throughout the day and little business was transacted. Prices remain firm at late rates, and holders are not disposed to accept lower offers. Shipments to the southern ports have been light during the week. bbox=[10, 478, 184, 509]
telegraph-commercial-text: Auckland, Monday. Mr. Alexander Macfarlane in the Estate; Mr. Kemp has been appointed manager of the Bank. Flour, £15 per ton; wheat, 6s.; oats, 4s. 6d. bbox=[10, 865, 184, 889]
editorial-text: On the opening of the present session of Parliament last Thursday week, we referred in this column to the advisability of the House taking up the question of local government without delay. It is not too much to say that the country generally looks to the present session as one of the most important that has yet been held in the colony. The Government have introduced measures which must occupy the attention of members for several weeks, and it is well that the public should understand the position. We are not among those who think that a Ministry is bound to carry every measure it proposes; but we do think that where a Government has received a distinct mandate from the country, it should be allowed a fair trial. The Native question, the land question, the question of railway extension, and the all-important question of finance, will each demand the careful consideration of the House. bbox=[378, 889, 552, 1007]
colonial-insurance-text: Head Office—Wellington. Directors: The Hon. C. J. Pharazyn, Chairman; The Hon. W. Fitzherbert; Walter Turnbull, Esq.; Jacob Joseph, Esq. General Manager—G. B. Graham, Esq. bbox=[194, 511, 368, 535]
cable-text: The relations between Austria and Turkey continue strained. No convention has yet been signed. Great military preparations continue in Bosnia and the Herzegovina. Three Austrian regiments refusing to advance have been decimated, and the soldiers mutinous. The Austrians have occupied Serajevo after a severe engagement. bbox=[746, 85, 920, 132]
australian-summary-text: The Reform Bill debate continues, but from the temper of both parties it seems likely to continue until the end of next week. Most of the best debaters in the House have already spoken, and the question has now been fully ventilated. In Sydney the railway returns for the week show an increase. The Government has decided to proceed with the extension of the Southern line. bbox=[930, 261, 1104, 309]
local-news-text: At the meeting of the Wellington Jockey Club held last night it was resolved that the races be held on the usual days in December. The programme will be published shortly. A statement was laid before the meeting showing the receipts and expenditure for the past year. There were a number of members present, and a very satisfactory feeling appeared to prevail. The secretary read the correspondence, and it was decided to accept the offer of the Railway Department for the conveyance of horses at reduced rates. The hon. Mr. Fitzherbert moved a vote of thanks to the retiring stewards, which was carried by acclamation. A very successful concert was held in the Odd Fellows' Hall last evening in aid of the funds of the Wellington Hospital. The hall was crowded to excess, and the various items on the programme were enthusiastically received. The Hon. the Colonial Treasurer will make his Financial Statement on Tuesday next, and it is expected that the House will then go into Committee of Supply. The estimates for the current year are already in the hands of members. It is rumoured that considerable reductions have been effected in several departments, and that the Government intend to propose a scheme of local taxation in substitution for the present system of subsidies. Yesterday's arrivals by the Taiaroa included a number of members of the House of Representatives, who have been detained in the North through the interruption of the steam service. The Native Minister left for the Waikato this morning. During his absence the ordinary business of his department will be transacted by the Under-Secretary. A meeting of the Education Board was held yesterday, when a number of routine matters were disposed of. The inspector's report on the schools of the district was read and adopted. The Board decided to recommend the erection of additional school buildings at Thorndon and Te Aro. The weather has been exceedingly boisterous during the past few days, and considerable damage has been done to fences and outbuildings in the suburbs. bbox=[562, 1875, 736, 2136]
filler-text: The market was quiet throughout the day and little business was transacted. Prices remain firm at late rates, and holders are not disposed to accept lower offers. Shipments to the southern ports have been light during the week. bbox=[10, 641, 184, 672]
divider bbox=[194, 457, 368, 458]
column-divider bbox=[741, 42, 742, 1450]
telegraphic-text: At Waimea everything is quiet. Five persons were at the Warden's Court this morning charged with assault. The weather is fine, and mining operations are being actively carried on. The gold returns for the week are satisfactory. A large number of miners have left for the new rush at Lyell. A deputation waited on the Warden to-day with reference to the water-race dispute, and it was agreed to refer the matter to arbitration. The Grey Valley Company have decided to extend their tunnel. bbox=[746, 599, 920, 662]
australian-news-text: Wheat and flour unchanged. Sydney, Saturday. Sailed—Essex, for Wellington. bbox=[746, 264, 920, 280]
clothing-list: BLANKETS, FLANNELS, & HOSIERY. THE BEST GOODS MADE IN NEW ZEALAND. bbox=[378, 316, 551, 332]
memoranda-text: Court.— Resident Magistrate's Court, 10 a.m. Sales by Auction.—Mr. C. J. Pharazyn, at 2 o'clock — Household furniture. Theatre.—Opera, 'Pygmalion and Galatea' and 'Cox and Box', at 8 p.m. bbox=[194, 392, 368, 424]
local-news-text: At the meeting of the Wellington Jockey Club held last night it was resolved that the races be held on the usual days in December. The programme will be published shortly. A statement was laid before the meeting showing the receipts and expenditure for the past year. There were a number of members present, and a very satisfactory feeling appeared to prevail. The secretary read the correspondence, and it was decided to accept the offer of the Railway Department for the conveyance of horses at reduced rates. The hon. Mr. Fitzherbert moved a vote of thanks to the retiring stewards, which was carried by acclamation. A very successful concert was held in the Odd Fellows' Hall last evening in aid of the funds of the Wellington Hospital. The hall was crowded to excess, and the various items on the programme were enthusiastically received. The Hon. the Colonial Treasurer will make his Financial Statement on Tuesday next, and it is expected that the House will then go into Committee of Supply. The estimates for the current year are already in the hands of members. It is rumoured that considerable reductions have been effected in several departments, and that the Government intend to propose a scheme of local taxation in substitution for the present system of subsidies. Yesterday's arrivals by the Taiaroa included a number of members of the House of Representatives, who have been detained in the North through the interruption of the steam service. The Native Minister left for the Waikato this morning. During his absence the ordinary business of his department will be transacted by the Under-Secretary. A meeting of the Education Board was held yesterday, when a number of routine matters were disposed of. The inspector's report on the schools of the district was read and adopted. The Board decided to recommend the erection of additional school buildings at Thorndon and Te Aro. The weather has been exceedingly boisterous during the past few days, and considerable damage has been done to fences and outbuildings in the suburbs. bbox=[562, 565, 736, 826]
masthead-rule-2 bbox=[8, 37, 1106, 38]
